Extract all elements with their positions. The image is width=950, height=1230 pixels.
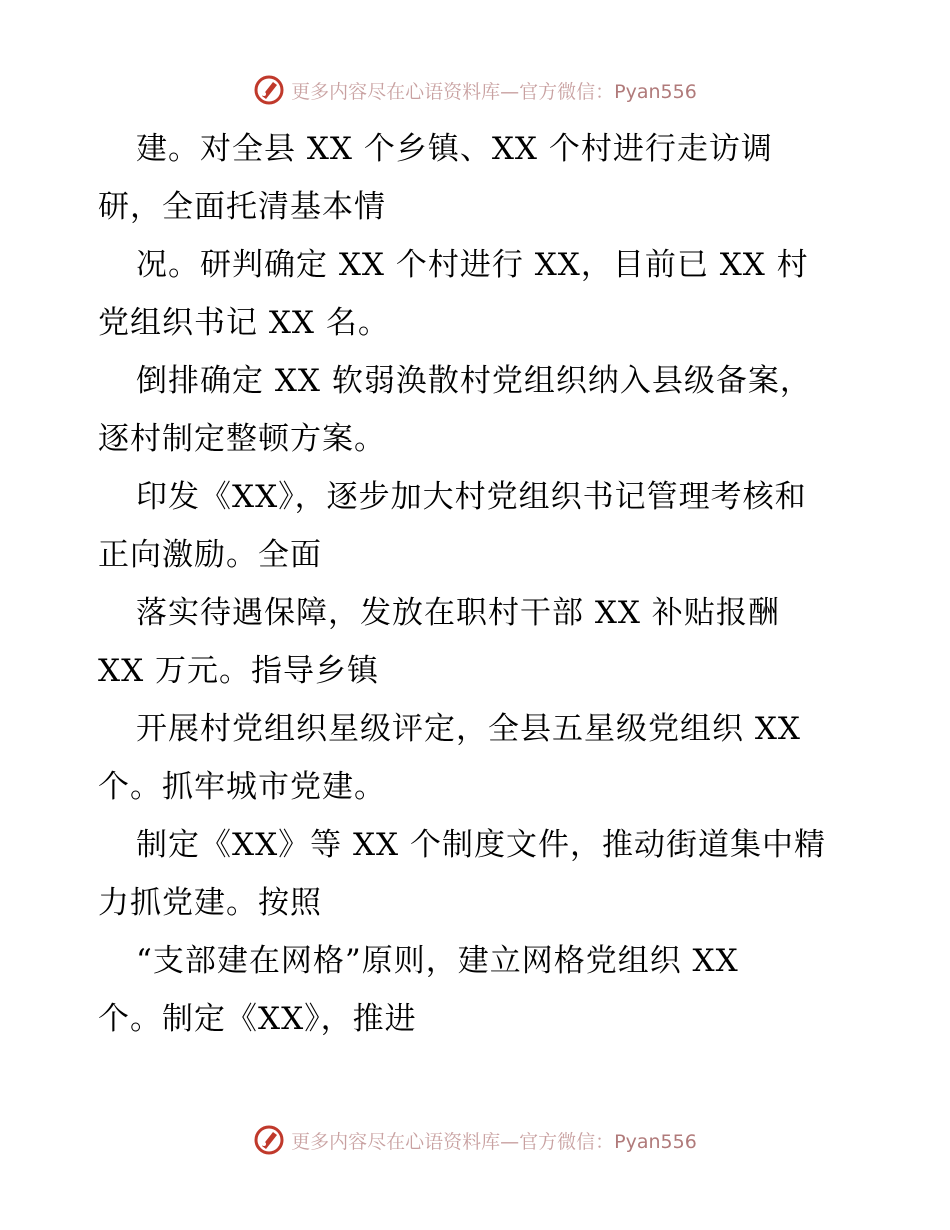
body-line-12: 个。抓牢城市党建。: [98, 769, 386, 805]
pen-circle-icon: [253, 1124, 285, 1156]
header-wechat-id: Pyan556: [614, 80, 697, 103]
body-line-7: 印发《XX》，逐步加大村党组织书记管理考核和: [136, 479, 807, 515]
header-site-text: 更多内容尽在心语资料库—官方微信：: [291, 80, 615, 103]
body-line-4: 党组织书记 XX 名。: [98, 305, 390, 341]
body-line-13: 制定《XX》等 XX 个制度文件，推动街道集中精: [136, 827, 826, 863]
body-line-14: 力抓党建。按照: [98, 885, 322, 921]
body-line-15: “支部建在网格”原则，建立网格党组织 XX: [136, 943, 739, 979]
footer-wechat-id: Pyan556: [614, 1130, 697, 1153]
header-banner-text: [291, 77, 697, 104]
body-line-9: 落实待遇保障，发放在职村干部 XX 补贴报酬: [136, 595, 780, 631]
footer-site-text: 更多内容尽在心语资料库—官方微信：: [291, 1130, 615, 1153]
body-line-5: 倒排确定 XX 软弱涣散村党组织纳入县级备案，: [136, 363, 812, 399]
footer-banner: [0, 1120, 950, 1160]
body-line-1: 建。对全县 XX 个乡镇、XX 个村进行走访调: [136, 131, 773, 167]
pen-circle-icon: [253, 74, 285, 106]
body-line-6: 逐村制定整顿方案。: [98, 421, 386, 457]
document-body: [98, 120, 858, 1048]
footer-banner-text: [291, 1127, 697, 1154]
body-line-16: 个。制定《XX》，推进: [98, 1001, 417, 1037]
body-line-10: XX 万元。指导乡镇: [98, 653, 379, 689]
body-line-11: 开展村党组织星级评定，全县五星级党组织 XX: [136, 711, 801, 747]
body-line-3: 况。研判确定 XX 个村进行 XX，目前已 XX 村: [136, 247, 809, 283]
header-banner: [0, 70, 950, 110]
body-line-8: 正向激励。全面: [98, 537, 322, 573]
body-line-2: 研，全面托清基本情: [98, 189, 386, 225]
